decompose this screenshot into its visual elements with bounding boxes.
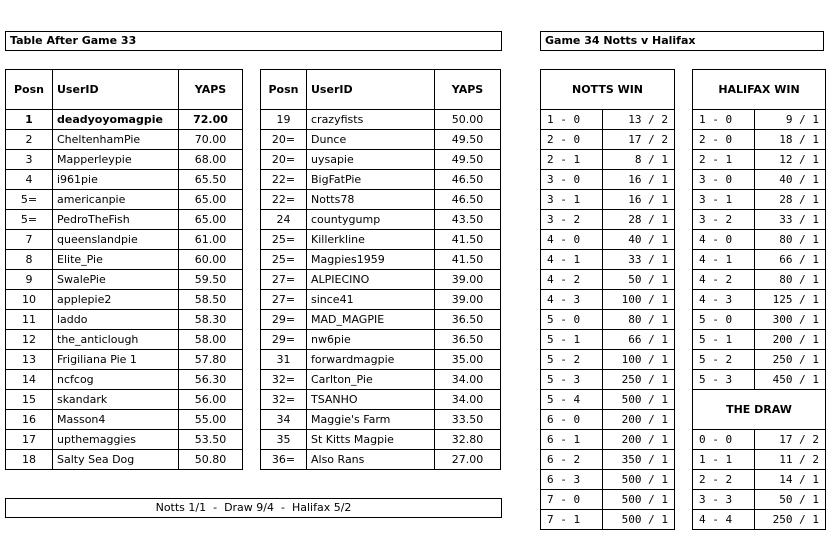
score-cell: 4 - 4 bbox=[693, 510, 755, 530]
userid-cell: upthemaggies bbox=[53, 430, 179, 450]
score-cell: 4 - 2 bbox=[541, 270, 603, 290]
odds-row bbox=[541, 110, 675, 130]
position-cell: 5= bbox=[6, 190, 53, 210]
score-cell: 3 - 3 bbox=[693, 490, 755, 510]
position-cell: 4 bbox=[6, 170, 53, 190]
userid-cell: the_anticlough bbox=[53, 330, 179, 350]
odds-cell: 125 / 1 bbox=[755, 290, 826, 310]
userid-cell: forwardmagpie bbox=[307, 350, 435, 370]
odds-cell: 66 / 1 bbox=[603, 330, 675, 350]
score-cell: 3 - 2 bbox=[693, 210, 755, 230]
userid-cell: countygump bbox=[307, 210, 435, 230]
odds-row bbox=[693, 330, 826, 350]
score-cell: 7 - 0 bbox=[541, 490, 603, 510]
score-cell: 2 - 2 bbox=[693, 470, 755, 490]
yaps-cell: 60.00 bbox=[179, 250, 243, 270]
position-cell: 22= bbox=[261, 190, 307, 210]
score-cell: 5 - 4 bbox=[541, 390, 603, 410]
odds-row bbox=[541, 330, 675, 350]
odds-cell: 500 / 1 bbox=[603, 490, 675, 510]
standings-row bbox=[261, 430, 501, 450]
header-yaps: YAPS bbox=[179, 70, 243, 110]
right-title: Game 34 Notts v Halifax bbox=[540, 31, 824, 51]
odds-cell: 250 / 1 bbox=[603, 370, 675, 390]
odds-cell: 33 / 1 bbox=[755, 210, 826, 230]
position-cell: 1 bbox=[6, 110, 53, 130]
userid-cell: Elite_Pie bbox=[53, 250, 179, 270]
score-cell: 2 - 0 bbox=[541, 130, 603, 150]
yaps-cell: 56.00 bbox=[179, 390, 243, 410]
standings-row bbox=[261, 190, 501, 210]
yaps-cell: 35.00 bbox=[435, 350, 501, 370]
standings-row bbox=[261, 170, 501, 190]
yaps-cell: 53.50 bbox=[179, 430, 243, 450]
standings-row bbox=[261, 230, 501, 250]
position-cell: 31 bbox=[261, 350, 307, 370]
score-cell: 4 - 1 bbox=[541, 250, 603, 270]
odds-cell: 450 / 1 bbox=[755, 370, 826, 390]
odds-row bbox=[541, 490, 675, 510]
userid-cell: Salty Sea Dog bbox=[53, 450, 179, 470]
yaps-cell: 58.50 bbox=[179, 290, 243, 310]
userid-cell: CheltenhamPie bbox=[53, 130, 179, 150]
score-cell: 3 - 0 bbox=[693, 170, 755, 190]
yaps-cell: 36.50 bbox=[435, 330, 501, 350]
standings-row bbox=[6, 190, 243, 210]
standings-row bbox=[6, 130, 243, 150]
standings-row bbox=[6, 410, 243, 430]
header-yaps: YAPS bbox=[435, 70, 501, 110]
standings-row bbox=[6, 350, 243, 370]
odds-cell: 500 / 1 bbox=[603, 470, 675, 490]
score-cell: 2 - 0 bbox=[693, 130, 755, 150]
standings-row bbox=[261, 330, 501, 350]
userid-cell: queenslandpie bbox=[53, 230, 179, 250]
yaps-cell: 59.50 bbox=[179, 270, 243, 290]
userid-cell: nw6pie bbox=[307, 330, 435, 350]
standings-row bbox=[261, 150, 501, 170]
odds-row bbox=[693, 190, 826, 210]
standings-table-right bbox=[260, 69, 501, 470]
odds-cell: 80 / 1 bbox=[755, 230, 826, 250]
yaps-cell: 68.00 bbox=[179, 150, 243, 170]
standings-row bbox=[6, 270, 243, 290]
position-cell: 8 bbox=[6, 250, 53, 270]
odds-row bbox=[693, 450, 826, 470]
odds-row bbox=[541, 430, 675, 450]
score-cell: 1 - 1 bbox=[693, 450, 755, 470]
odds-cell: 200 / 1 bbox=[755, 330, 826, 350]
userid-cell: SwalePie bbox=[53, 270, 179, 290]
score-cell: 4 - 1 bbox=[693, 250, 755, 270]
position-cell: 15 bbox=[6, 390, 53, 410]
yaps-cell: 49.50 bbox=[435, 130, 501, 150]
odds-row bbox=[693, 490, 826, 510]
odds-cell: 13 / 2 bbox=[603, 110, 675, 130]
score-cell: 1 - 0 bbox=[693, 110, 755, 130]
odds-row bbox=[693, 290, 826, 310]
score-cell: 0 - 0 bbox=[693, 430, 755, 450]
odds-cell: 80 / 1 bbox=[755, 270, 826, 290]
position-cell: 16 bbox=[6, 410, 53, 430]
userid-cell: skandark bbox=[53, 390, 179, 410]
position-cell: 12 bbox=[6, 330, 53, 350]
standings-row bbox=[6, 210, 243, 230]
halifax-win-table bbox=[692, 69, 826, 530]
odds-row bbox=[693, 210, 826, 230]
odds-cell: 16 / 1 bbox=[603, 190, 675, 210]
yaps-cell: 27.00 bbox=[435, 450, 501, 470]
odds-row bbox=[693, 110, 826, 130]
score-cell: 3 - 0 bbox=[541, 170, 603, 190]
userid-cell: ALPIECINO bbox=[307, 270, 435, 290]
userid-cell: Maggie's Farm bbox=[307, 410, 435, 430]
standings-row bbox=[6, 330, 243, 350]
standings-row bbox=[6, 150, 243, 170]
odds-row bbox=[541, 190, 675, 210]
score-cell: 2 - 1 bbox=[693, 150, 755, 170]
odds-row bbox=[693, 470, 826, 490]
userid-cell: Masson4 bbox=[53, 410, 179, 430]
header-posn: Posn bbox=[261, 70, 307, 110]
odds-row bbox=[541, 130, 675, 150]
odds-row bbox=[541, 450, 675, 470]
yaps-cell: 33.50 bbox=[435, 410, 501, 430]
match-odds-summary: Notts 1/1 - Draw 9/4 - Halifax 5/2 bbox=[5, 498, 502, 518]
score-cell: 7 - 1 bbox=[541, 510, 603, 530]
odds-row bbox=[693, 370, 826, 390]
odds-cell: 28 / 1 bbox=[755, 190, 826, 210]
standings-row bbox=[6, 390, 243, 410]
odds-row bbox=[541, 370, 675, 390]
odds-cell: 8 / 1 bbox=[603, 150, 675, 170]
position-cell: 7 bbox=[6, 230, 53, 250]
odds-cell: 14 / 1 bbox=[755, 470, 826, 490]
standings-row bbox=[261, 450, 501, 470]
header-posn: Posn bbox=[6, 70, 53, 110]
standings-row bbox=[6, 370, 243, 390]
score-cell: 5 - 3 bbox=[693, 370, 755, 390]
odds-row bbox=[693, 310, 826, 330]
position-cell: 29= bbox=[261, 310, 307, 330]
odds-cell: 17 / 2 bbox=[755, 430, 826, 450]
position-cell: 32= bbox=[261, 370, 307, 390]
position-cell: 13 bbox=[6, 350, 53, 370]
userid-cell: crazyfists bbox=[307, 110, 435, 130]
position-cell: 24 bbox=[261, 210, 307, 230]
score-cell: 4 - 2 bbox=[693, 270, 755, 290]
odds-cell: 33 / 1 bbox=[603, 250, 675, 270]
userid-cell: uysapie bbox=[307, 150, 435, 170]
odds-row bbox=[693, 430, 826, 450]
odds-cell: 80 / 1 bbox=[603, 310, 675, 330]
userid-cell: TSANHO bbox=[307, 390, 435, 410]
position-cell: 20= bbox=[261, 130, 307, 150]
standings-row bbox=[6, 230, 243, 250]
userid-cell: St Kitts Magpie bbox=[307, 430, 435, 450]
userid-cell: applepie2 bbox=[53, 290, 179, 310]
yaps-cell: 46.50 bbox=[435, 170, 501, 190]
odds-row bbox=[693, 270, 826, 290]
userid-cell: ncfcog bbox=[53, 370, 179, 390]
standings-row bbox=[261, 370, 501, 390]
odds-row bbox=[693, 250, 826, 270]
userid-cell: deadyoyomagpie bbox=[53, 110, 179, 130]
yaps-cell: 58.00 bbox=[179, 330, 243, 350]
yaps-cell: 57.80 bbox=[179, 350, 243, 370]
yaps-cell: 61.00 bbox=[179, 230, 243, 250]
odds-cell: 17 / 2 bbox=[603, 130, 675, 150]
score-cell: 5 - 2 bbox=[693, 350, 755, 370]
position-cell: 36= bbox=[261, 450, 307, 470]
position-cell: 35 bbox=[261, 430, 307, 450]
yaps-cell: 39.00 bbox=[435, 290, 501, 310]
score-cell: 4 - 3 bbox=[693, 290, 755, 310]
standings-row bbox=[6, 450, 243, 470]
odds-cell: 40 / 1 bbox=[603, 230, 675, 250]
position-cell: 10 bbox=[6, 290, 53, 310]
odds-cell: 16 / 1 bbox=[603, 170, 675, 190]
draw-header-row bbox=[693, 390, 826, 430]
halifax-win-header: HALIFAX WIN bbox=[693, 70, 826, 110]
position-cell: 11 bbox=[6, 310, 53, 330]
score-cell: 4 - 0 bbox=[693, 230, 755, 250]
odds-row bbox=[693, 150, 826, 170]
odds-cell: 9 / 1 bbox=[755, 110, 826, 130]
odds-cell: 66 / 1 bbox=[755, 250, 826, 270]
odds-cell: 50 / 1 bbox=[603, 270, 675, 290]
odds-cell: 40 / 1 bbox=[755, 170, 826, 190]
userid-cell: Carlton_Pie bbox=[307, 370, 435, 390]
score-cell: 6 - 0 bbox=[541, 410, 603, 430]
userid-cell: i961pie bbox=[53, 170, 179, 190]
position-cell: 27= bbox=[261, 270, 307, 290]
score-cell: 6 - 3 bbox=[541, 470, 603, 490]
odds-cell: 28 / 1 bbox=[603, 210, 675, 230]
score-cell: 5 - 3 bbox=[541, 370, 603, 390]
score-cell: 5 - 0 bbox=[693, 310, 755, 330]
odds-cell: 300 / 1 bbox=[755, 310, 826, 330]
position-cell: 5= bbox=[6, 210, 53, 230]
position-cell: 34 bbox=[261, 410, 307, 430]
position-cell: 32= bbox=[261, 390, 307, 410]
standings-table-left bbox=[5, 69, 243, 470]
position-cell: 19 bbox=[261, 110, 307, 130]
position-cell: 20= bbox=[261, 150, 307, 170]
score-cell: 5 - 1 bbox=[541, 330, 603, 350]
odds-row bbox=[693, 230, 826, 250]
header-userid: UserID bbox=[53, 70, 179, 110]
odds-row bbox=[693, 350, 826, 370]
yaps-cell: 36.50 bbox=[435, 310, 501, 330]
score-cell: 6 - 2 bbox=[541, 450, 603, 470]
odds-row bbox=[541, 510, 675, 530]
score-cell: 5 - 1 bbox=[693, 330, 755, 350]
userid-cell: americanpie bbox=[53, 190, 179, 210]
yaps-cell: 34.00 bbox=[435, 370, 501, 390]
odds-cell: 250 / 1 bbox=[755, 350, 826, 370]
yaps-cell: 70.00 bbox=[179, 130, 243, 150]
left-title: Table After Game 33 bbox=[5, 31, 502, 51]
yaps-cell: 55.00 bbox=[179, 410, 243, 430]
yaps-cell: 41.50 bbox=[435, 230, 501, 250]
yaps-cell: 56.30 bbox=[179, 370, 243, 390]
standings-row bbox=[261, 310, 501, 330]
position-cell: 29= bbox=[261, 330, 307, 350]
userid-cell: Dunce bbox=[307, 130, 435, 150]
position-cell: 25= bbox=[261, 230, 307, 250]
standings-row bbox=[6, 430, 243, 450]
score-cell: 1 - 0 bbox=[541, 110, 603, 130]
yaps-cell: 41.50 bbox=[435, 250, 501, 270]
userid-cell: since41 bbox=[307, 290, 435, 310]
yaps-cell: 49.50 bbox=[435, 150, 501, 170]
odds-cell: 500 / 1 bbox=[603, 510, 675, 530]
position-cell: 25= bbox=[261, 250, 307, 270]
yaps-cell: 46.50 bbox=[435, 190, 501, 210]
standings-row bbox=[261, 130, 501, 150]
score-cell: 2 - 1 bbox=[541, 150, 603, 170]
odds-row bbox=[541, 470, 675, 490]
yaps-cell: 72.00 bbox=[179, 110, 243, 130]
standings-row bbox=[261, 270, 501, 290]
yaps-cell: 65.00 bbox=[179, 190, 243, 210]
standings-row bbox=[261, 210, 501, 230]
yaps-cell: 43.50 bbox=[435, 210, 501, 230]
yaps-cell: 32.80 bbox=[435, 430, 501, 450]
standings-row bbox=[261, 390, 501, 410]
standings-row bbox=[6, 250, 243, 270]
draw-header: THE DRAW bbox=[693, 390, 826, 430]
userid-cell: Notts78 bbox=[307, 190, 435, 210]
userid-cell: laddo bbox=[53, 310, 179, 330]
userid-cell: Magpies1959 bbox=[307, 250, 435, 270]
odds-cell: 11 / 2 bbox=[755, 450, 826, 470]
odds-row bbox=[541, 250, 675, 270]
position-cell: 22= bbox=[261, 170, 307, 190]
score-cell: 3 - 2 bbox=[541, 210, 603, 230]
userid-cell: PedroTheFish bbox=[53, 210, 179, 230]
standings-row bbox=[261, 250, 501, 270]
odds-cell: 100 / 1 bbox=[603, 290, 675, 310]
score-cell: 4 - 0 bbox=[541, 230, 603, 250]
yaps-cell: 65.00 bbox=[179, 210, 243, 230]
odds-cell: 12 / 1 bbox=[755, 150, 826, 170]
standings-row bbox=[6, 170, 243, 190]
position-cell: 27= bbox=[261, 290, 307, 310]
odds-row bbox=[541, 230, 675, 250]
score-cell: 5 - 0 bbox=[541, 310, 603, 330]
odds-row bbox=[541, 390, 675, 410]
userid-cell: BigFatPie bbox=[307, 170, 435, 190]
odds-cell: 350 / 1 bbox=[603, 450, 675, 470]
yaps-cell: 50.00 bbox=[435, 110, 501, 130]
odds-row bbox=[541, 410, 675, 430]
odds-row bbox=[541, 310, 675, 330]
odds-cell: 50 / 1 bbox=[755, 490, 826, 510]
position-cell: 9 bbox=[6, 270, 53, 290]
userid-cell: Mapperleypie bbox=[53, 150, 179, 170]
yaps-cell: 39.00 bbox=[435, 270, 501, 290]
header-userid: UserID bbox=[307, 70, 435, 110]
odds-row bbox=[541, 210, 675, 230]
odds-row bbox=[693, 170, 826, 190]
standings-row bbox=[6, 110, 243, 130]
odds-cell: 500 / 1 bbox=[603, 390, 675, 410]
yaps-cell: 65.50 bbox=[179, 170, 243, 190]
notts-win-header: NOTTS WIN bbox=[541, 70, 675, 110]
score-cell: 3 - 1 bbox=[693, 190, 755, 210]
notts-win-table bbox=[540, 69, 675, 530]
odds-row bbox=[693, 130, 826, 150]
odds-cell: 200 / 1 bbox=[603, 410, 675, 430]
position-cell: 17 bbox=[6, 430, 53, 450]
yaps-cell: 50.80 bbox=[179, 450, 243, 470]
score-cell: 6 - 1 bbox=[541, 430, 603, 450]
odds-row bbox=[541, 170, 675, 190]
standings-row bbox=[261, 410, 501, 430]
userid-cell: Also Rans bbox=[307, 450, 435, 470]
position-cell: 14 bbox=[6, 370, 53, 390]
position-cell: 2 bbox=[6, 130, 53, 150]
standings-row bbox=[261, 350, 501, 370]
yaps-cell: 34.00 bbox=[435, 390, 501, 410]
odds-row bbox=[541, 290, 675, 310]
odds-row bbox=[541, 150, 675, 170]
odds-row bbox=[541, 270, 675, 290]
userid-cell: Frigiliana Pie 1 bbox=[53, 350, 179, 370]
standings-row bbox=[261, 110, 501, 130]
odds-cell: 18 / 1 bbox=[755, 130, 826, 150]
odds-cell: 250 / 1 bbox=[755, 510, 826, 530]
odds-cell: 100 / 1 bbox=[603, 350, 675, 370]
position-cell: 3 bbox=[6, 150, 53, 170]
position-cell: 18 bbox=[6, 450, 53, 470]
standings-row bbox=[6, 290, 243, 310]
userid-cell: Killerkline bbox=[307, 230, 435, 250]
yaps-cell: 58.30 bbox=[179, 310, 243, 330]
score-cell: 5 - 2 bbox=[541, 350, 603, 370]
standings-row bbox=[261, 290, 501, 310]
score-cell: 3 - 1 bbox=[541, 190, 603, 210]
score-cell: 4 - 3 bbox=[541, 290, 603, 310]
standings-row bbox=[6, 310, 243, 330]
userid-cell: MAD_MAGPIE bbox=[307, 310, 435, 330]
odds-cell: 200 / 1 bbox=[603, 430, 675, 450]
odds-row bbox=[693, 510, 826, 530]
odds-row bbox=[541, 350, 675, 370]
